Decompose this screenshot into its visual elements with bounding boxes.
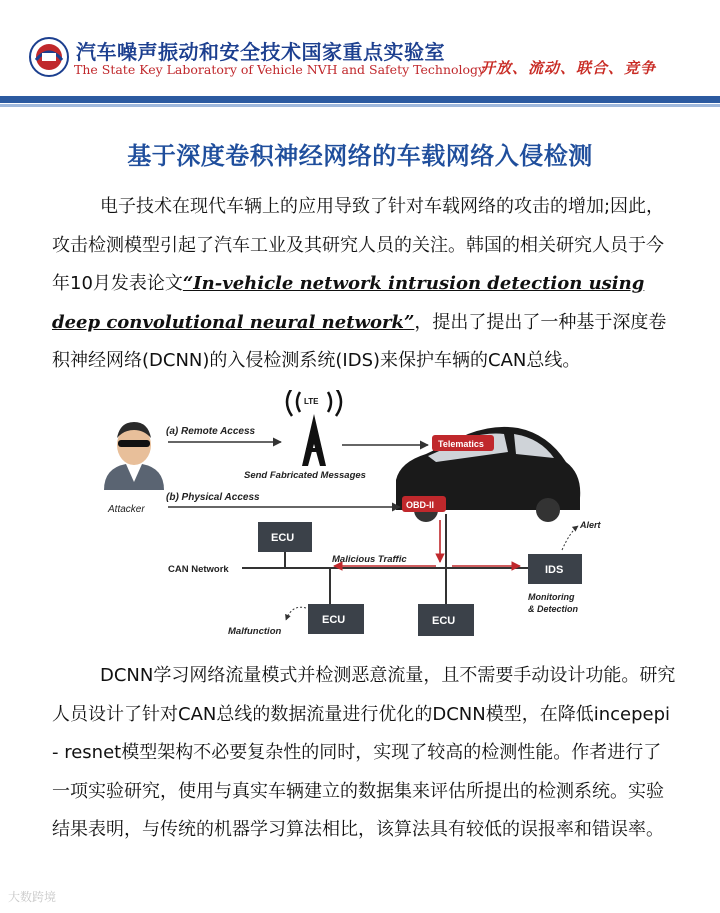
watermark: 大数跨境	[8, 890, 57, 904]
telematics-label: Telematics	[438, 439, 484, 449]
header	[0, 0, 720, 100]
malicious-traffic-label: Malicious Traffic	[332, 554, 407, 565]
ecu-label-top: ECU	[271, 532, 295, 544]
slogan: 开放、流动、联合、竞争	[480, 59, 657, 77]
monitoring-label-1: Monitoring	[528, 592, 575, 602]
ecu-label-left: ECU	[322, 614, 346, 626]
ecu-label-right: ECU	[432, 615, 456, 627]
paragraph-2	[52, 657, 677, 850]
article-title: 基于深度卷积神经网络的车载网络入侵检测	[127, 142, 593, 170]
paragraph-1-before: 电子技术在现代车辆上的应用导致了针对车载网络的攻击的增加;因此，攻击检测模型引起了汽车工业及其研究人员的关注。韩国的相关研究人员于今年10月发表论文	[52, 196, 665, 294]
alert-label: Alert	[580, 520, 601, 530]
monitoring-label-2: & Detection	[528, 604, 579, 614]
lab-logo-icon	[28, 36, 70, 78]
lte-label: LTE	[304, 397, 319, 406]
ids-diagram	[96, 390, 626, 645]
lab-name-en: The State Key Laboratory of Vehicle NVH and Safety Technology	[74, 62, 486, 77]
physical-access-label: (b) Physical Access	[166, 492, 260, 503]
paper-title-link[interactable]: “In-vehicle network intrusion detection using deep convolutional neural network”	[52, 273, 645, 333]
alert-arrow	[562, 526, 578, 550]
lab-name-cn: 汽车噪声振动和安全技术国家重点实验室	[76, 40, 445, 64]
send-fabricated-label: Send Fabricated Messages	[244, 470, 366, 481]
obd-label: OBD-II	[406, 500, 434, 510]
paragraph-2-text: DCNN学习网络流量模式并检测恶意流量，且不需要手动设计功能。研究人员设计了针对CAN总线的数据流量进行优化的DCNN模型，在降低incepepi - resnet模型架构不必要复杂性的同时，实现了较高的检测性能。作者进行了一项实验研究，使用与真实车辆建立的数据集来评估所提出的检测系统。实验结果表明，与传统的机器学习算法相比，该算法具有较低的误报率和错误率。	[52, 665, 676, 840]
ids-label: IDS	[545, 564, 564, 576]
paragraph-1	[52, 188, 677, 381]
attacker-icon	[104, 422, 164, 490]
can-network-label: CAN Network	[168, 564, 229, 575]
header-divider-light	[0, 104, 720, 107]
malfunction-arrow	[286, 607, 306, 620]
paragraph-1-after: ，提出了提出了一种基于深度卷积神经网络(DCNN)的入侵检测系统(IDS)来保护车辆的CAN总线。	[52, 311, 667, 371]
header-divider	[0, 96, 720, 103]
remote-access-label: (a) Remote Access	[166, 426, 256, 437]
attacker-label: Attacker	[108, 504, 145, 515]
malfunction-label: Malfunction	[228, 626, 282, 637]
